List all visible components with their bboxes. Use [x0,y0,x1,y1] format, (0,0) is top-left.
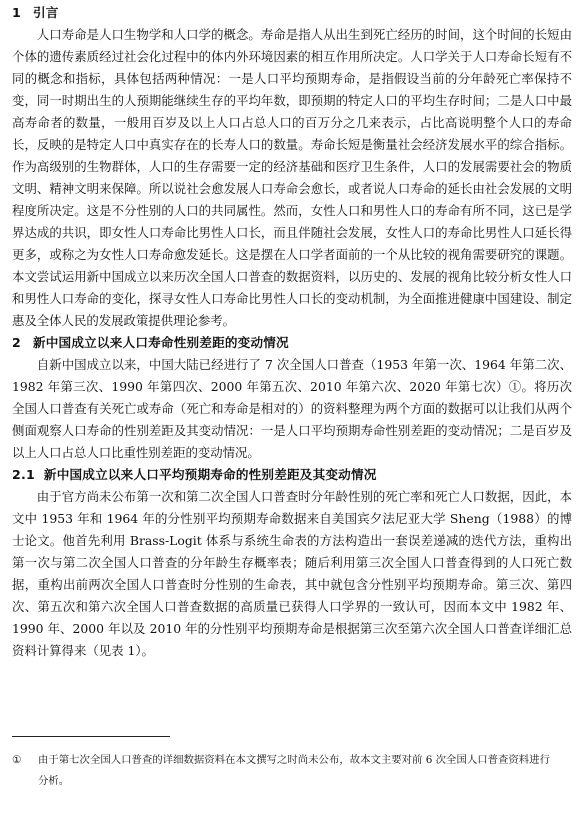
footnote [12,750,560,792]
footnote-mark: ① [12,754,22,766]
section-2-paragraph: 自新中国成立以来，中国大陆已经进行了 7 次全国人口普查（1953 年第一次、1964 年第二次、1982 年第三次、1990 年第四次、2000 年第五次、2010 年第六次、2020 年第七次）①。将历次全国人口普查有关死亡或寿命（死亡和寿命是相对的）的资料整理为两个方面的数据可以让我们从两个侧面观察人口寿命的性别差距及其变动情况：一是人口平均预期寿命性别差距的变动情况；二是百岁及以上人口占总人口比重性别差距的变动情况。 [12,357,572,460]
footnote-text: 由于第七次全国人口普查的详细数据资料在本文撰写之时尚未公布，故本文主要对前 6 次全国人口普查资料进行分析。 [38,754,550,787]
section-2-1-heading [12,464,572,486]
section-number: 1 [12,5,21,20]
section-title: 引言 [32,5,59,20]
section-1-paragraph: 人口寿命是人口生物学和人口学的概念。寿命是指人从出生到死亡经历的时间，这个时间的长短由个体的遗传素质经过社会化过程中的体内外环境因素的相互作用所决定。人口学关于人口寿命长短有不同的概念和指标，具体包括两种情况：一是人口平均预期寿命，是指假设当前的分年龄死亡率保持不变，同一时期出生的人预期能继续生存的平均年数，即预期的特定人口的平均生存时间；二是人口中最高寿命者的数量，一般用百岁及以上人口占总人口的百万分之几来表示，占比高说明整个人口的寿命长，反映的是特定人口中真实存在的长寿人口的数量。寿命长短是衡量社会经济发展水平的综合指标。作为高级别的生物群体，人口的生存需要一定的经济基础和医疗卫生条件，人口的发展需要社会的物质文明、精神文明来保障。所以说社会愈发展人口寿命会愈长，或者说人口寿命的延长由社会发展的文明程度所决定。这是不分性别的人口的共同属性。然而，女性人口和男性人口的寿命有所不同，这已是学界达成的共识，即女性人口寿命比男性人口长，而且伴随社会发展，女性人口的寿命比男性人口延长得更多，或称之为女性人口寿命愈发延长。这是摆在人口学者面前的一个从比较的视角需要研究的课题。本文尝试运用新中国成立以来历次全国人口普查的数据资料，以历史的、发展的视角比较分析女性人口和男性人口寿命的变化，探寻女性人口寿命比男性人口长的变动机制，为全面推进健康中国建设、制定惠及全体人民的发展政策提供理论参考。 [12,27,572,328]
paper-page [12,2,572,662]
section-title: 新中国成立以来人口平均预期寿命的性别差距及其变动情况 [43,467,377,482]
section-2-1-paragraph: 由于官方尚未公布第一次和第二次全国人口普查时分年龄性别的死亡率和死亡人口数据，因此，本文中 1953 年和 1964 年的分性别平均预期寿命数据来自美国宾夕法尼亚大学 Sheng（1988）的博士论文。他首先利用 Brass-Logit 体系与系统生命表的方法构造出一套误差递减的迭代方法，重构出第一次与第二次全国人口普查的分年龄生存概率表；随后利用第三次全国人口普查得到的人口死亡数据，重构出前两次全国人口普查时分性别的生命表，其中就包含分性别平均预期寿命。第三次、第四次、第五次和第六次全国人口普查数据的高质量已获得人口学界的一致认可，因而本文中 1982 年、1990 年、2000 年以及 2010 年的分性别平均预期寿命是根据第三次至第六次全国人口普查详细汇总资料计算得来（见表 1）。 [12,489,572,658]
section-number: 2.1 [12,467,35,482]
footnote-separator [12,736,170,737]
section-2-heading [12,332,572,354]
section-number: 2 [12,335,21,350]
section-1-heading [12,2,572,24]
section-title: 新中国成立以来人口寿命性别差距的变动情况 [32,335,289,350]
